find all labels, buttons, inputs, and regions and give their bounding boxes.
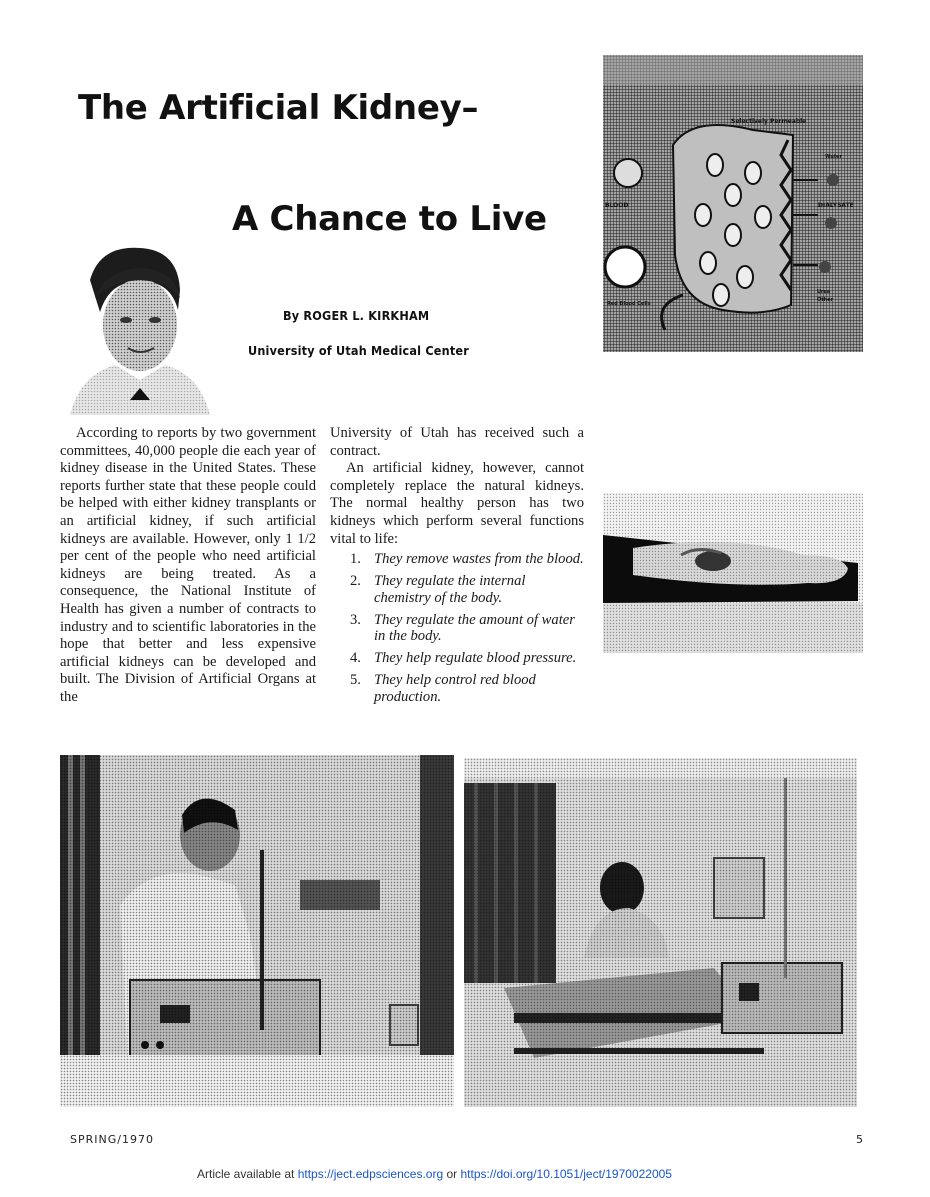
body-column-2: [330, 425, 584, 711]
diagram-label-red-blood-cells: Red Blood Cells: [607, 301, 651, 307]
list-item: 1. They remove wastes from the blood.: [350, 551, 584, 568]
article-title-line1: The Artificial Kidney–: [78, 88, 479, 128]
diagram-label-blood: BLOOD: [605, 202, 629, 209]
continuation-paragraph: University of Utah has received such a contract.: [330, 425, 584, 459]
diagram-label-membrane: Selectively Permeable: [731, 118, 807, 125]
patient-dialysis-photo: [464, 758, 857, 1107]
intro-paragraph: According to reports by two government committees, 40,000 people die each year of kidney disease in the United States. These reports further state that these people could be helped with either kidney transplants or an artificial kidney, if such artificial kidneys are available. However, only 1 1/2 per cent of the people who need artificial kidneys are being treated. As a consequence, the National Institute of Health has given a number of contracts to industry and to scientific laboratories in the hope that better and less expensive artificial kidneys can be developed and built. The Division of Artificial Organs at the: [60, 425, 316, 705]
page-number: 5: [856, 1133, 863, 1146]
list-item: 3. They regulate the amount of water in the body.: [350, 611, 575, 645]
kidney-functions-intro: An artificial kidney, however, cannot completely replace the natural kidneys. The normal healthy person has two kidneys which perform several functions vital to life:: [330, 460, 584, 547]
doi-link[interactable]: https://doi.org/10.1051/ject/1970022005: [460, 1167, 672, 1181]
article-availability: [197, 1167, 672, 1181]
diagram-label-water: Water: [825, 154, 842, 160]
list-item: 5. They help control red blood production.: [350, 671, 536, 705]
arm-shunt-photo: [603, 493, 863, 653]
diagram-label-urea: Urea: [817, 289, 831, 295]
or-text: or: [443, 1167, 461, 1181]
availability-prefix: Article available at: [197, 1167, 298, 1181]
kidney-functions-list: [330, 551, 584, 705]
byline-affiliation: University of Utah Medical Center: [248, 343, 469, 358]
issue-label: SPRING/1970: [70, 1133, 154, 1146]
list-item: 2. They regulate the internal chemistry of the body.: [350, 572, 526, 606]
article-title-line2: A Chance to Live: [232, 199, 547, 239]
dialysis-diagram: [603, 55, 863, 352]
author-portrait-photo: [60, 240, 210, 415]
journal-site-link[interactable]: https://ject.edpsciences.org: [297, 1167, 444, 1181]
diagram-label-other: Other: [817, 297, 834, 303]
list-item: 4. They help regulate blood pressure.: [350, 650, 577, 667]
byline-author: By ROGER L. KIRKHAM: [283, 308, 430, 323]
diagram-label-dialysate: DIALYSATE: [818, 202, 854, 209]
lab-technician-photo: [60, 755, 454, 1107]
body-column-1: [60, 425, 316, 707]
